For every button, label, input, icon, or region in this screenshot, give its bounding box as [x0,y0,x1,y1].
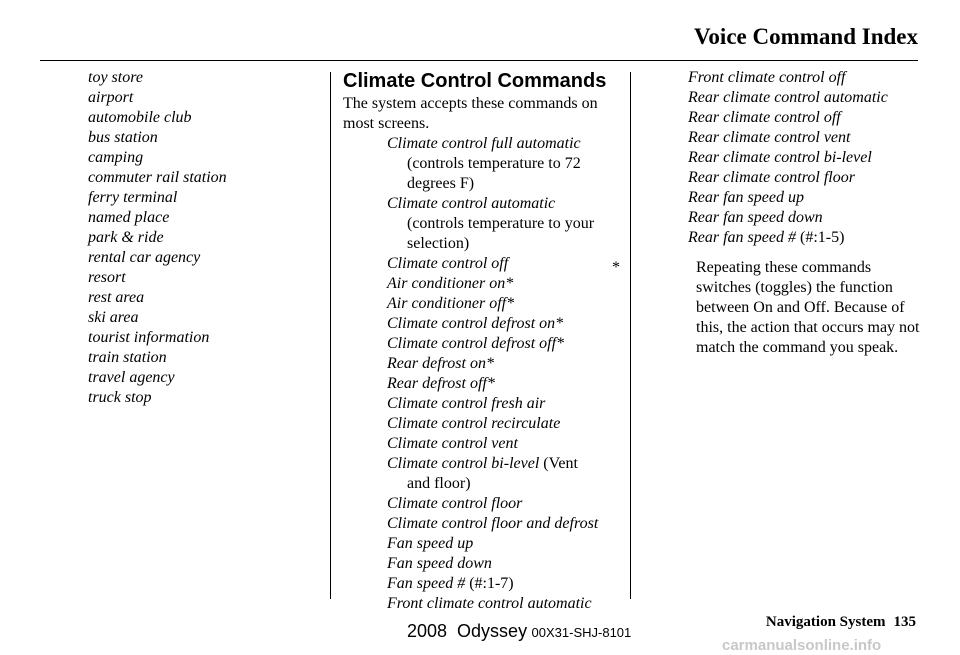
command-item [343,574,621,594]
command-item: Climate control off [387,255,509,272]
footer-section [766,614,916,631]
command-item: Climate control automatic [387,195,556,212]
list-item: named place [88,209,170,226]
list-item: travel agency [88,369,175,386]
command-item: Rear defrost off* [387,375,495,392]
list-item: rest area [88,289,145,306]
footnote-text: Repeating these commands switches (toggles) the function between On and Off. Because of this, the action that occurs may not match the command you speak. [696,259,920,356]
footnote: * Repeating these commands switches (toggles) the function between On and Off. Because of this, the action that occurs may not match the command you speak. [640,258,930,358]
command-item: Rear climate control floor [688,169,855,186]
command-item: Rear fan speed up [688,189,804,206]
command-description: and floor) [407,475,471,492]
command-description: (controls temperature to your selection) [407,215,595,252]
part-code: 00X31-SHJ-8101 [531,625,632,640]
list-item: park & ride [88,229,164,246]
command-item: Rear climate control vent [688,129,851,146]
command-item [640,228,930,248]
list-item: tourist information [88,329,210,346]
command-note: (Vent [543,455,578,472]
command-item: Climate control defrost on* [387,315,564,332]
command-name: Climate control bi-level [387,455,540,472]
command-item: Rear climate control off [688,109,841,126]
command-item: Climate control vent [387,435,518,452]
list-item: airport [88,89,134,106]
right-column [612,68,930,358]
footer-section-name: Navigation System [765,614,886,630]
list-item: rental car agency [88,249,201,266]
command-description: (controls temperature to 72 degrees F) [407,155,581,192]
page-number: 135 [893,614,916,630]
list-item: bus station [88,129,158,146]
command-item: Rear climate control automatic [688,89,888,106]
list-item: automobile club [88,109,192,126]
command-item: Fan speed up [387,535,474,552]
list-item: camping [88,149,144,166]
watermark: carmanualsonline.info [722,637,882,654]
command-name: Rear fan speed # [688,229,796,246]
intro-text: The system accepts these commands on most screens. [343,95,598,132]
list-item: train station [88,349,167,366]
list-item: toy store [88,69,143,86]
command-note: (#:1-5) [799,229,845,246]
section-heading: Climate Control Commands [343,70,607,92]
middle-column [343,68,621,614]
command-item: Air conditioner off* [387,295,515,312]
list-item: truck stop [88,389,152,406]
command-item: Rear fan speed down [688,209,823,226]
command-item: Rear defrost on* [387,355,494,372]
list-item: commuter rail station [88,169,227,186]
column-divider-right [630,72,631,599]
left-column [88,68,318,408]
command-item: Climate control floor and defrost [387,515,599,532]
list-item: ferry terminal [88,189,178,206]
command-name: Fan speed # [387,575,466,592]
list-item: resort [88,269,126,286]
command-item: Front climate control off [688,69,846,86]
command-item: Front climate control automatic [387,595,592,612]
command-item: Climate control full automatic [387,135,581,152]
command-item: Fan speed down [387,555,492,572]
command-item: Climate control defrost off* [387,335,565,352]
command-item: Climate control floor [387,495,523,512]
command-note: (#:1-7) [469,575,514,592]
document-code [407,621,631,642]
list-item: ski area [88,309,139,326]
page-title: Voice Command Index [693,24,918,49]
title-rule [40,60,918,61]
column-divider-left [330,72,331,599]
command-item: Climate control recirculate [387,415,561,432]
command-item: Climate control fresh air [387,395,546,412]
command-item: Rear climate control bi-level [688,149,872,166]
command-item: Air conditioner on* [387,275,514,292]
command-item [343,454,621,474]
model-name: 2008 Odyssey [407,621,528,641]
